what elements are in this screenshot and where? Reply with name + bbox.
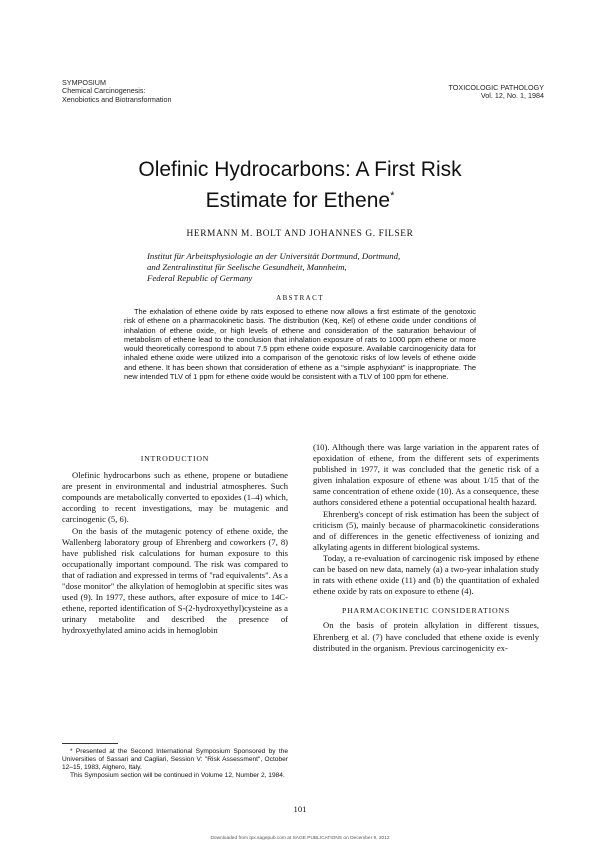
paragraph: Today, a re-evaluation of carcinogenic risk imposed by ethene can be based on new data, namely (a) a two-year inhalation study in rats with ethene oxide (11) and (b) the quantitation of exhaled ethene oxide by rats on exposure to ethene (4). (313, 552, 539, 597)
journal-info-header (449, 84, 544, 101)
abstract-heading: ABSTRACT (276, 294, 324, 302)
journal-name: TOXICOLOGIC PATHOLOGY (448, 83, 544, 92)
paragraph: Olefinic hydrocarbons such as ethene, propene or butadiene are present in environmental and industrial atmospheres. Such compounds are metabolically converted to epoxides (1–4) which, according to recent investigations, may be mutagenic and carcinogenic (5, 6). (62, 470, 288, 525)
abstract-body (124, 307, 476, 381)
section-title-line: Chemical Carcinogenesis: (62, 86, 146, 96)
left-column (62, 453, 288, 637)
footnote-text: This Symposium section will be continued in Volume 12, Number 2, 1984. (70, 772, 285, 780)
section-label: SYMPOSIUM (62, 78, 106, 87)
introduction-heading: INTRODUCTION (140, 454, 210, 463)
paragraph: (10). Although there was large variation in the apparent rates of epoxidation of ethene, from the different sets of experiments published in 1977, it was concluded that the genetic risk of a given inhalation exposure of ethene was about 1/15 that of the same concentration of ethene oxide (10). As a consequence, these authors considered ethene a potential occupational health hazard. (313, 442, 539, 508)
paragraph: Ehrenberg's concept of risk estimation has been the subject of criticism (5), mainly because of pharmacokinetic considerations and of differences in the genetic effectiveness of ionizing and alkylating agents in different biological systems. (313, 508, 539, 552)
right-column (313, 442, 539, 654)
paragraph: On the basis of protein alkylation in different tissues, Ehrenberg et al. (7) have concluded that ethene oxide is evenly distributed in the organism. Previous carcinogenicity ex- (313, 620, 539, 653)
affiliation-line: Federal Republic of Germany (147, 273, 253, 283)
journal-section-header (62, 79, 171, 104)
affiliation (147, 251, 467, 284)
abstract-text: The exhalation of ethene oxide by rats exposed to ethene now allows a first estimate of the genotoxic risk of ethene on a pharmacokinetic basis. The distribution (Keq, Kel) of ethene oxide under conditions of inhalation of ethene oxide, or high levels of ethene and consideration of the saturation behaviour of metabolism of ethene lead to the conclusion that inhalation exposure of rats to 1000 ppm ethene or more would theoretically correspond to about 7.5 ppm ethene oxide exposure. Available carcinogenicity data for inhaled ethene oxide were utilized into a comparison of the genotoxic risks of low levels of ethene oxide and ethene. It has been shown that consideration of ethene as a "simple asphyxiant" is inappropriate. The new intended TLV of 1 ppm for ethene oxide would be consistent with a TLV of 100 ppm for ethene. (124, 307, 476, 382)
footnote (62, 748, 288, 780)
author-list: HERMANN M. BOLT AND JOHANNES G. FILSER (186, 229, 414, 239)
footnote-divider (62, 743, 118, 744)
pharmacokinetic-heading: PHARMACOKINETIC CONSIDERATIONS (341, 606, 511, 616)
title-line-1: Olefinic Hydrocarbons: A First Risk (138, 158, 462, 181)
paragraph: On the basis of the mutagenic potency of ethene oxide, the Wallenberg laboratory group of Ehrenberg and coworkers (7, 8) have published risk calculations for human exposure to this occupationally important compound. The risk was compared to that of radiation and expressed in terms of "rad equivalents". As a "dose monitor" the alkylation of hemoglobin at specific sites was used (9). In 1977, these authors, after exposure of mice to 14C-ethene, reported identification of S-(2-hydroxyethyl)cysteine as a urinary metabolite and described the presence of hydroxyethylated amino acids in hemoglobin (62, 525, 288, 636)
paper-title (0, 156, 600, 214)
title-line-2: Estimate for Ethene* (205, 189, 395, 212)
download-notice: Downloaded from tpx.sagepub.com at SAGE PUBLICATIONS on December 9, 2012 (210, 836, 390, 841)
affiliation-line: Institut für Arbeitsphysiologie an der Universität Dortmund, Dortmund, (147, 251, 401, 261)
affiliation-line: and Zentralinstitut für Seelische Gesundheit, Mannheim, (147, 262, 347, 272)
footnote-text: * Presented at the Second International Symposium Sponsored by the Universities of Sassari and Cagliari, Session V: "Risk Assessment", October 12–15, 1983, Alghero, Italy. (62, 748, 288, 772)
page-number: 101 (293, 804, 307, 814)
section-title-line: Xenobiotics and Biotransformation (62, 94, 172, 104)
title-footnote-marker: * (390, 190, 395, 202)
journal-volume: Vol. 12, No. 1, 1984 (480, 91, 544, 101)
